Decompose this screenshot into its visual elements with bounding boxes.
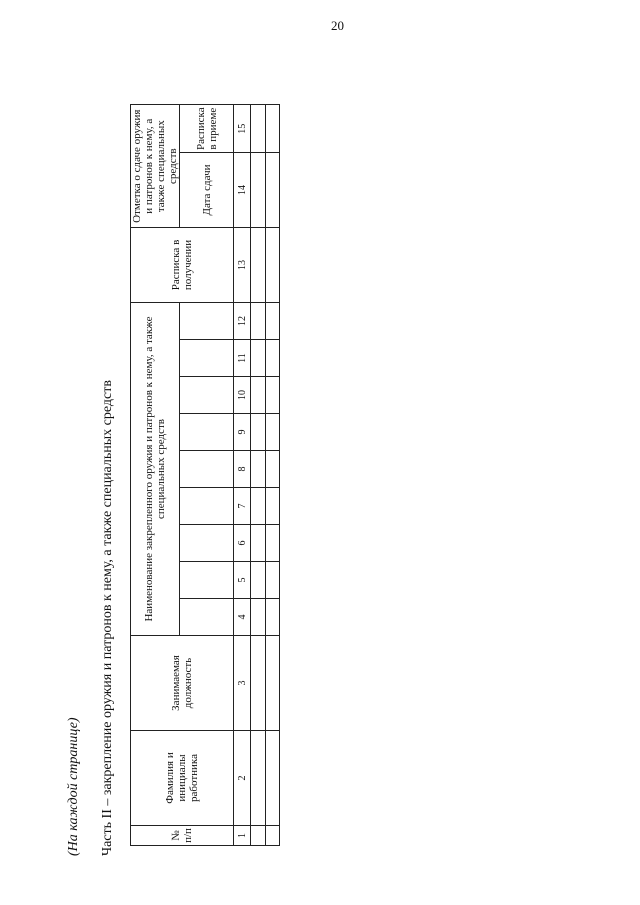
column-number: 8 xyxy=(234,451,251,488)
part-title: Часть II – закрепление оружия и патронов к нему, а также специальных средств xyxy=(100,380,115,856)
column-number: 7 xyxy=(234,488,251,525)
page-number: 20 xyxy=(331,18,344,33)
column-number: 5 xyxy=(234,562,251,599)
column-number: 3 xyxy=(234,636,251,731)
column-number: 12 xyxy=(234,303,251,340)
column-number-row xyxy=(234,105,251,846)
weapon-subcell xyxy=(180,488,234,525)
weapon-subcell xyxy=(180,414,234,451)
table-row xyxy=(266,105,280,846)
page-note: (На каждой странице) xyxy=(66,717,81,856)
weapon-subcell xyxy=(180,562,234,599)
weapon-subcell xyxy=(180,303,234,340)
column-number: 11 xyxy=(234,340,251,377)
rotated-sheet xyxy=(60,56,360,856)
header-name: Фамилия и инициалы работника xyxy=(131,731,234,826)
weapon-subcell xyxy=(180,525,234,562)
header-return-group: Отметка о сдаче оружия и патронов к нему, а также специальных средств xyxy=(131,105,180,228)
column-number: 1 xyxy=(234,826,251,846)
register-table xyxy=(130,104,280,846)
column-number: 14 xyxy=(234,153,251,228)
weapon-subcell xyxy=(180,599,234,636)
header-weapons: Наименование закрепленного оружия и патронов к нему, а также специальных средств xyxy=(131,303,180,636)
column-number: 10 xyxy=(234,377,251,414)
header-receipt-get: Расписка в получении xyxy=(131,228,234,303)
header-number: № п/п xyxy=(131,826,234,846)
weapon-subcell xyxy=(180,451,234,488)
column-number: 9 xyxy=(234,414,251,451)
header-return-date: Дата сдачи xyxy=(180,153,234,228)
header-position: Занимаемая должность xyxy=(131,636,234,731)
header-return-receipt: Расписка в приеме xyxy=(180,105,234,153)
table-row xyxy=(251,105,266,846)
column-number: 4 xyxy=(234,599,251,636)
column-number: 15 xyxy=(234,105,251,153)
column-number: 6 xyxy=(234,525,251,562)
weapon-subcell xyxy=(180,377,234,414)
column-number: 13 xyxy=(234,228,251,303)
weapon-subcell xyxy=(180,340,234,377)
column-number: 2 xyxy=(234,731,251,826)
